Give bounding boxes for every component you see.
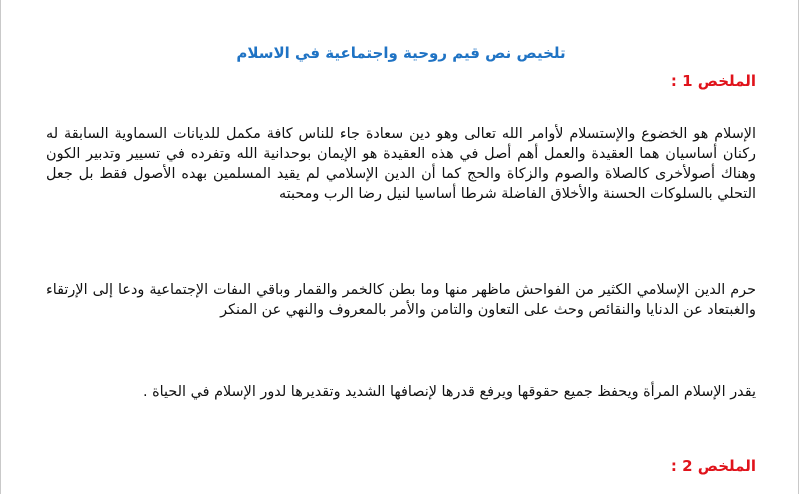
- page-edge-left: [0, 0, 1, 494]
- summary-1-heading: الملخص 1 :: [670, 72, 756, 90]
- paragraph-2: حرم الدين الإسلامي الكثير من الفواحش ماظهر منها وما بطن كالخمر والقمار وباقي الىفات الإجتماعية ودعا إلى الإرتقاء والغبتعاد عن الدنايا والنقائص وحث على التعاون والتامن والأمر بالمعروف والنهي عن المنكر: [46, 282, 756, 318]
- summary-2-heading: الملخص 2 :: [670, 457, 756, 475]
- paragraph-3: يقدر الإسلام المرأة ويحفظ جميع حقوقها ويرفع قدرها لإنصافها الشديد وتقديرها لدور الإسلام في الحياة .: [142, 384, 756, 400]
- paragraph-1: الإسلام هو الخضوع والإستسلام لأوامر الله تعالى وهو دين سعادة جاء للناس كافة مكمل للديانات السماوية السابقة له ركنان أساسيان هما العقيدة والعمل أهم أصل في هذه العقيدة هو الإيمان بوحدانية الله وتفرده في تسيير وتدبير الكون وهناك أصولأخرى كالصلاة والصوم والزكاة والحج كما أن الدين الإسلامي لم يقيد المسلمين بهده الأصول فقط بل جعل التحلي بالسلوكات الحسنة والأخلاق الفاضلة شرطا أساسيا لنيل رضا الرب ومحبته: [46, 126, 756, 202]
- document-title: تلخيص نص قيم روحية واجتماعية في الاسلام: [236, 44, 566, 62]
- document-page: [46, 0, 756, 494]
